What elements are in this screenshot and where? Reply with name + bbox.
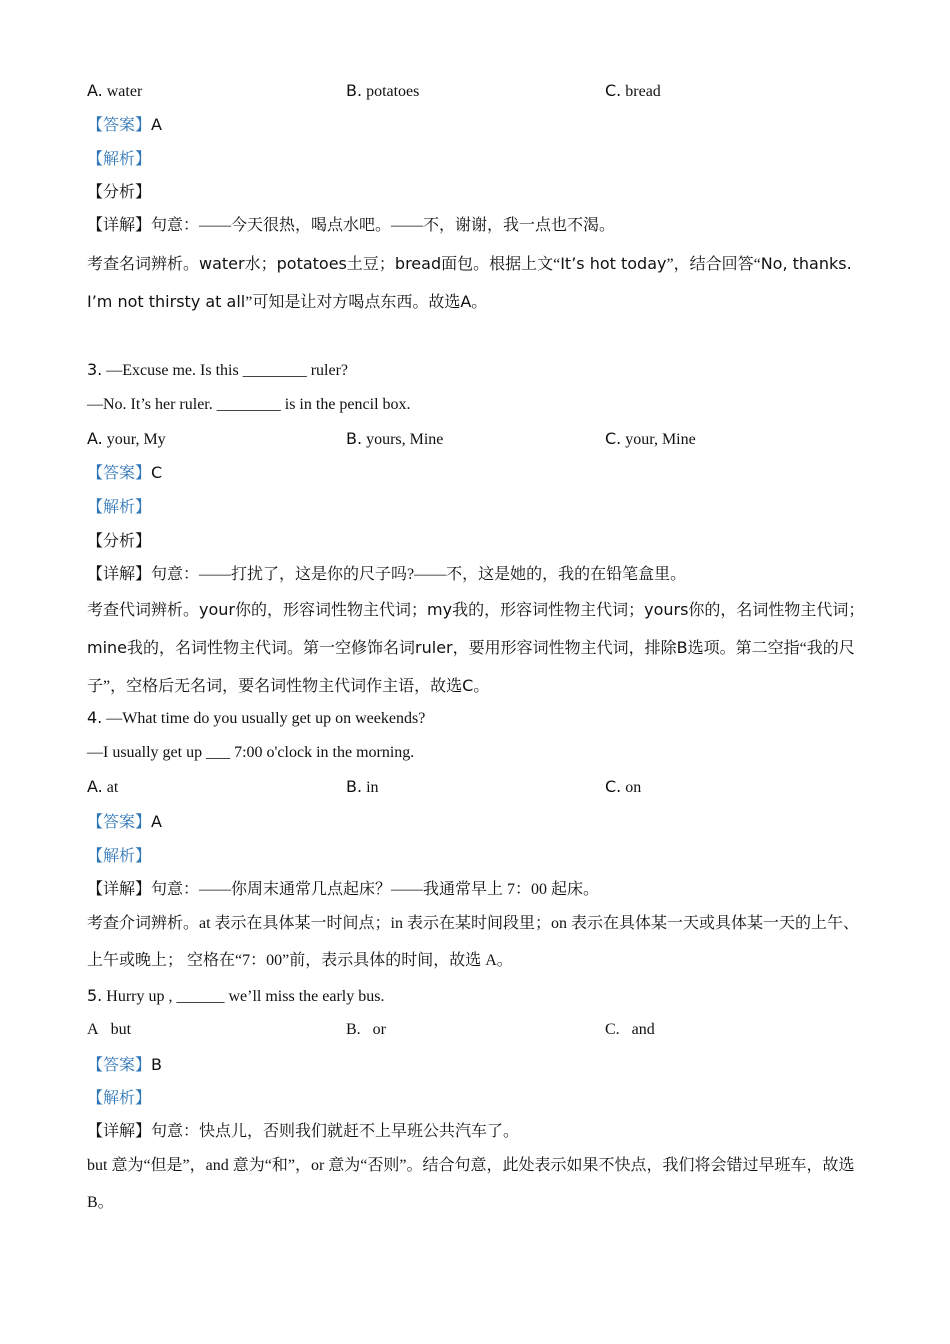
question-number: 5. — [87, 986, 103, 1005]
option-b — [346, 1019, 386, 1041]
answer-tag: 【答案】 — [87, 814, 152, 831]
option-letter: A — [87, 1021, 99, 1038]
answer-tag: 【答案】 — [87, 1057, 152, 1074]
question-number: 4. — [87, 708, 103, 727]
option-b — [346, 428, 443, 451]
analysis-tag: 【解析】 — [87, 848, 152, 865]
detail-tag: 【详解】 — [87, 566, 152, 583]
option-letter: B. — [346, 81, 363, 100]
option-text: water — [106, 83, 143, 100]
explain-term: No, thanks. I’m not thirsty at all — [87, 254, 852, 311]
explain-term: potatoes — [276, 254, 347, 273]
answer-value: B — [151, 1055, 162, 1074]
answer-line — [87, 462, 162, 485]
question-4-stem — [87, 707, 425, 730]
explain-text: 。 — [471, 294, 488, 311]
detail-text: 句意：——你周末通常几点起床？——我通常早上 7：00 起床。 — [151, 881, 600, 898]
question-number: 3. — [87, 360, 103, 379]
explain-text: 土豆； — [346, 256, 395, 273]
analysis-tag: 【解析】 — [87, 151, 152, 168]
explanation-paragraph — [87, 591, 865, 705]
explanation-paragraph: but 意为“但是”，and 意为“和”，or 意为“否则”。结合句意，此处表示如果不快点，我们将会错过早班车，故选 B。 — [87, 1157, 855, 1211]
option-b — [346, 80, 419, 103]
question-3-line2: —No. It’s her ruler. ________ is in the pencil box. — [87, 396, 411, 413]
answer-line — [87, 811, 162, 834]
option-text: yours, Mine — [366, 431, 444, 448]
detail-line — [87, 879, 599, 901]
detail-text: 句意：——打扰了，这是你的尺子吗?——不，这是她的，我的在铅笔盒里。 — [151, 566, 687, 583]
explain-text: 我的，形容词性物主代词； — [452, 602, 645, 619]
explain-term: It’s hot today — [560, 254, 667, 273]
explanation-paragraph — [87, 245, 865, 321]
question-line: —Excuse me. Is this ________ ruler? — [106, 362, 348, 379]
explain-term: your — [199, 600, 235, 619]
option-text: but — [110, 1021, 132, 1038]
explain-term: B — [676, 638, 688, 657]
option-letter: C. — [605, 429, 622, 448]
option-text: or — [372, 1021, 386, 1038]
option-text: and — [631, 1021, 655, 1038]
explain-term: ruler — [415, 638, 453, 657]
explain-text: 你的，形容词性物主代词； — [235, 602, 428, 619]
option-a — [87, 1019, 131, 1041]
option-letter: C. — [605, 81, 622, 100]
answer-line — [87, 1054, 162, 1077]
explain-text: 选项。第二空指“我的尺子”，空格后无名词，要名词性物主代词作主语，故选 — [87, 640, 855, 695]
explain-text: 面包。根据上文“ — [441, 256, 561, 273]
explain-text: ”可知是让对方喝点东西。故选 — [245, 294, 461, 311]
question-line: Hurry up , ______ we’ll miss the early bus. — [106, 988, 385, 1005]
option-text: in — [366, 779, 379, 796]
answer-value: A — [151, 812, 162, 831]
explain-term: bread — [394, 254, 442, 273]
answer-tag: 【答案】 — [87, 465, 152, 482]
explain-term: my — [427, 600, 453, 619]
detail-line — [87, 1121, 519, 1143]
option-c — [605, 80, 661, 103]
option-letter: B. — [346, 1021, 361, 1038]
option-letter: A. — [87, 81, 103, 100]
analysis-tag: 【解析】 — [87, 499, 152, 516]
explanation-paragraph: 考查介词辨析。at 表示在具体某一时间点；in 表示在某时间段里；on 表示在具体某一天或具体某一天的上午、上午或晚上； 空格在“7：00”前，表示具体的时间，故选 A。 — [87, 915, 859, 969]
option-c — [605, 428, 696, 451]
explain-term: C — [462, 676, 474, 695]
option-letter: C. — [605, 777, 622, 796]
question-4-line2: —I usually get up ___ 7:00 o'clock in the morning. — [87, 744, 415, 761]
option-text: on — [625, 779, 642, 796]
answer-value: A — [151, 115, 162, 134]
answer-line — [87, 114, 162, 137]
explain-term: mine — [87, 638, 128, 657]
question-3-stem — [87, 359, 348, 382]
option-a — [87, 776, 118, 799]
question-line: —What time do you usually get up on weekends? — [106, 710, 426, 727]
fenxi-tag: 【分析】 — [87, 533, 152, 550]
explain-term: A — [460, 292, 472, 311]
explain-text: 我的，名词性物主代词。第一空修饰名词 — [127, 640, 416, 657]
detail-text: 句意：快点儿，否则我们就赶不上早班公共汽车了。 — [151, 1123, 520, 1140]
option-a — [87, 428, 166, 451]
option-letter: B. — [346, 777, 363, 796]
option-text: your, Mine — [625, 431, 696, 448]
option-a — [87, 80, 142, 103]
option-c — [605, 1019, 655, 1041]
explain-text: 水； — [244, 256, 277, 273]
option-text: at — [106, 779, 119, 796]
detail-tag: 【详解】 — [87, 1123, 152, 1140]
explain-text: 。 — [473, 678, 490, 695]
explain-text: 你的，名词性物主代词； — [688, 602, 865, 619]
detail-line — [87, 215, 615, 237]
option-b — [346, 776, 379, 799]
detail-text: 句意：——今天很热，喝点水吧。——不，谢谢，我一点也不渴。 — [151, 217, 616, 234]
detail-line — [87, 564, 686, 586]
option-text: bread — [625, 83, 661, 100]
explain-term: water — [199, 254, 245, 273]
option-text: your, My — [106, 431, 166, 448]
option-letter: C. — [605, 1021, 620, 1038]
option-c — [605, 776, 641, 799]
explain-text: 考查名词辨析。 — [87, 256, 200, 273]
explain-text: ，要用形容词性物主代词，排除 — [452, 640, 677, 657]
option-letter: B. — [346, 429, 363, 448]
question-5-stem — [87, 985, 384, 1008]
option-letter: A. — [87, 777, 103, 796]
option-text: potatoes — [366, 83, 420, 100]
answer-tag: 【答案】 — [87, 117, 152, 134]
analysis-tag: 【解析】 — [87, 1090, 152, 1107]
fenxi-tag: 【分析】 — [87, 184, 152, 201]
detail-tag: 【详解】 — [87, 217, 152, 234]
option-letter: A. — [87, 429, 103, 448]
explain-text: ”，结合回答“ — [666, 256, 761, 273]
explain-term: yours — [644, 600, 689, 619]
answer-value: C — [151, 463, 163, 482]
explain-text: 考查代词辨析。 — [87, 602, 200, 619]
detail-tag: 【详解】 — [87, 881, 152, 898]
